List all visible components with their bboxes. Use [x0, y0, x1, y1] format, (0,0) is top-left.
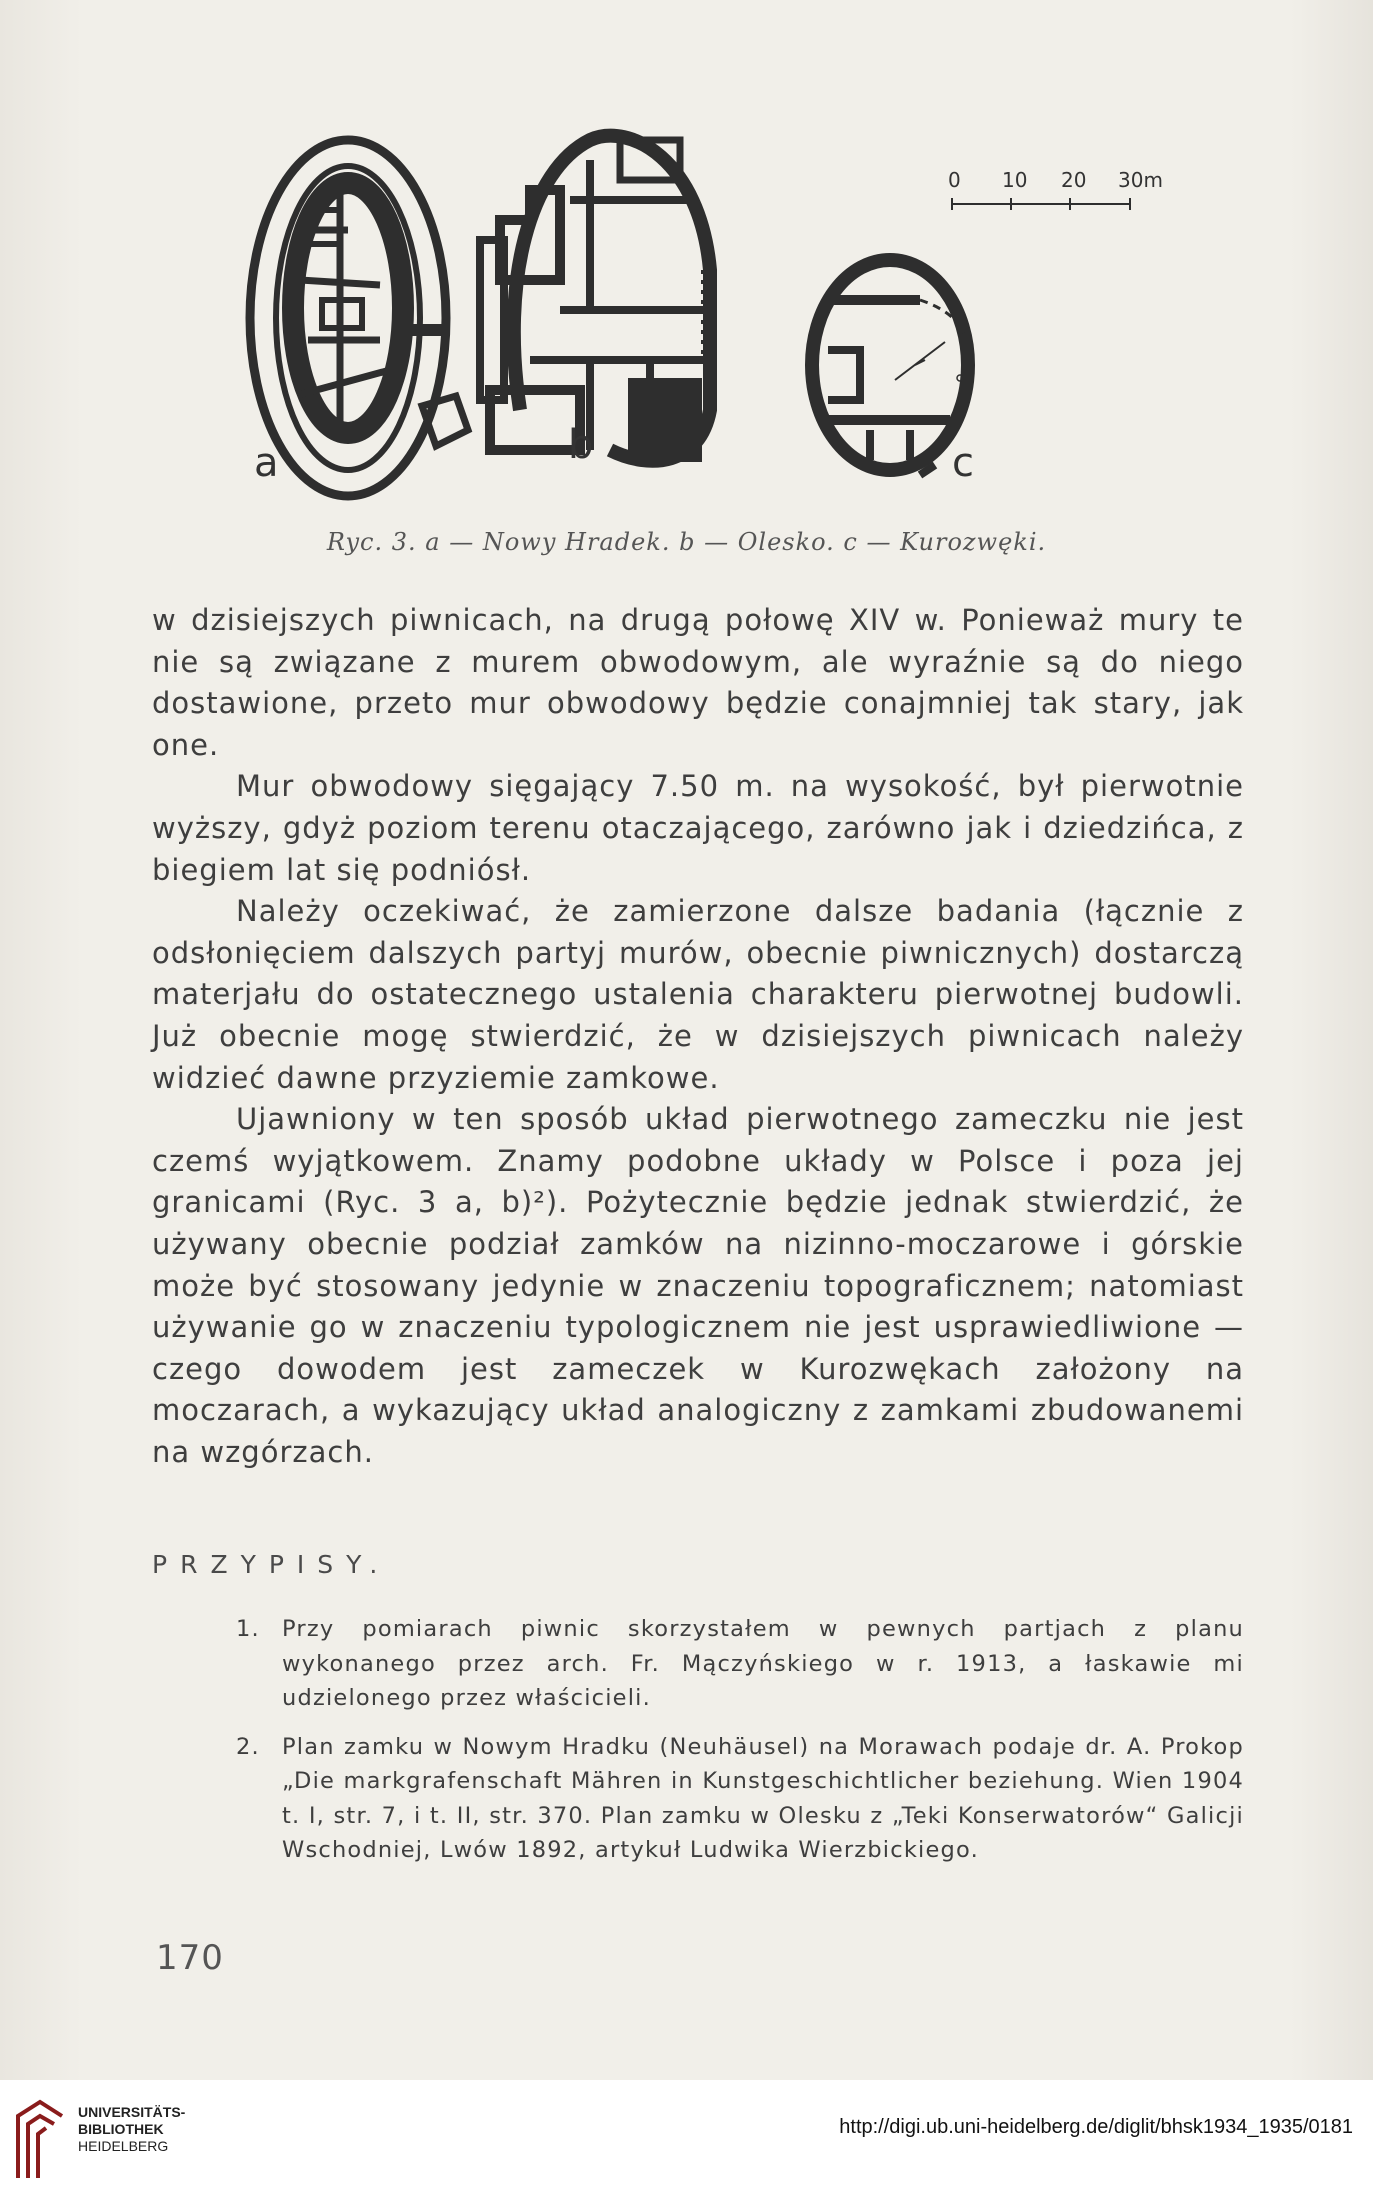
- paragraph-2: Mur obwodowy sięgający 7.50 m. na wysokość, był pierwotnie wyższy, gdyż poziom terenu otaczającego, zarówno jak i dziedzińca, z biegiem lat się podniósł.: [152, 769, 1244, 887]
- scale-bar: [952, 198, 1130, 210]
- scale-label-20: 20: [1061, 168, 1087, 192]
- source-url-link[interactable]: http://digi.ub.uni-heidelberg.de/diglit/bhsk1934_1935/0181: [839, 2116, 1353, 2138]
- scale-label-0: 0: [948, 168, 961, 192]
- figure-label-a: a: [254, 440, 279, 486]
- figure-label-b: b: [568, 422, 594, 468]
- body-text: [152, 600, 1244, 1473]
- footnote-1: [236, 1612, 1244, 1716]
- figure-label-c: c: [952, 440, 974, 486]
- scale-label-30m: 30m: [1118, 168, 1163, 192]
- footnote-text: Przy pomiarach piwnic skorzystałem w pewnych partjach z planu wykonanego przez arch. Fr. Mączyńskiego w r. 1913, a łaskawie mi udzielonego przez właścicieli.: [282, 1616, 1244, 1711]
- library-line-1: UNIVERSITÄTS-: [78, 2104, 186, 2120]
- footnotes-list: [236, 1612, 1244, 1882]
- footer-bar: [0, 2080, 1373, 2199]
- scale-label-10: 10: [1002, 168, 1028, 192]
- footnote-number: 2.: [236, 1733, 260, 1760]
- plan-c-kurozweki: [812, 260, 968, 475]
- paragraph-3: Należy oczekiwać, że zamierzone dalsze badania (łącznie z odsłonięciem dalszych partyj murów, obecnie piwnicznych) dostarczą materjału do ostatecznego ustalenia charakteru pierwotnej budowli. Już obecnie mogę stwierdzić, że w dzisiejszych piwnicach należy widzieć dawne przyziemie zamkowe.: [152, 894, 1244, 1095]
- footnote-text: Plan zamku w Nowym Hradku (Neuhäusel) na Morawach podaje dr. A. Prokop „Die markgrafenschaft Mähren in Kunstgeschichtlicher beziehung. Wien 1904 t. I, str. 7, i t. II, str. 370. Plan zamku w Olesku z „Teki Konserwatorów“ Galicji Wschodniej, Lwów 1892, artykuł Ludwika Wierzbickiego.: [282, 1733, 1244, 1863]
- footnotes-heading: PRZYPISY.: [152, 1550, 391, 1579]
- page-number: 170: [156, 1938, 224, 1978]
- plan-b-olesko: [480, 136, 710, 461]
- library-logo-icon: [10, 2094, 70, 2184]
- footnote-2: [236, 1730, 1244, 1868]
- plan-a-nowy-hradek: [250, 140, 468, 496]
- library-line-3: HEIDELBERG: [78, 2138, 169, 2154]
- paragraph-4: Ujawniony w ten sposób układ pierwotnego zameczku nie jest czemś wyjątkowem. Znamy podobne układy w Polsce i poza jej granicami (Ryc. 3 a, b)²). Pożytecznie będzie jednak stwierdzić, że używany obecnie podział zamków na nizinno-moczarowe i górskie może być stosowany jedynie w znaczeniu topograficznem; natomiast używanie go w znaczeniu typologicznem nie jest usprawiedliwione — czego dowodem jest zameczek w Kurozwękach założony na moczarach, a wykazujący układ analogiczny z zamkami zbudowanemi na wzgórzach.: [152, 1102, 1244, 1469]
- figure-caption: Ryc. 3. a — Nowy Hradek. b — Olesko. c — Kurozwęki.: [326, 528, 1047, 556]
- footnote-number: 1.: [236, 1616, 260, 1642]
- library-line-2: BIBLIOTHEK: [78, 2121, 164, 2137]
- scale-labels: [948, 168, 1188, 198]
- library-name: [78, 2104, 185, 2155]
- paragraph-1: w dzisiejszych piwnicach, na drugą połowę XIV w. Ponieważ mury te nie są związane z murem obwodowym, ale wyraźnie są do niego dostawione, przeto mur obwodowy będzie conajmniej tak stary, jak one.: [152, 603, 1244, 762]
